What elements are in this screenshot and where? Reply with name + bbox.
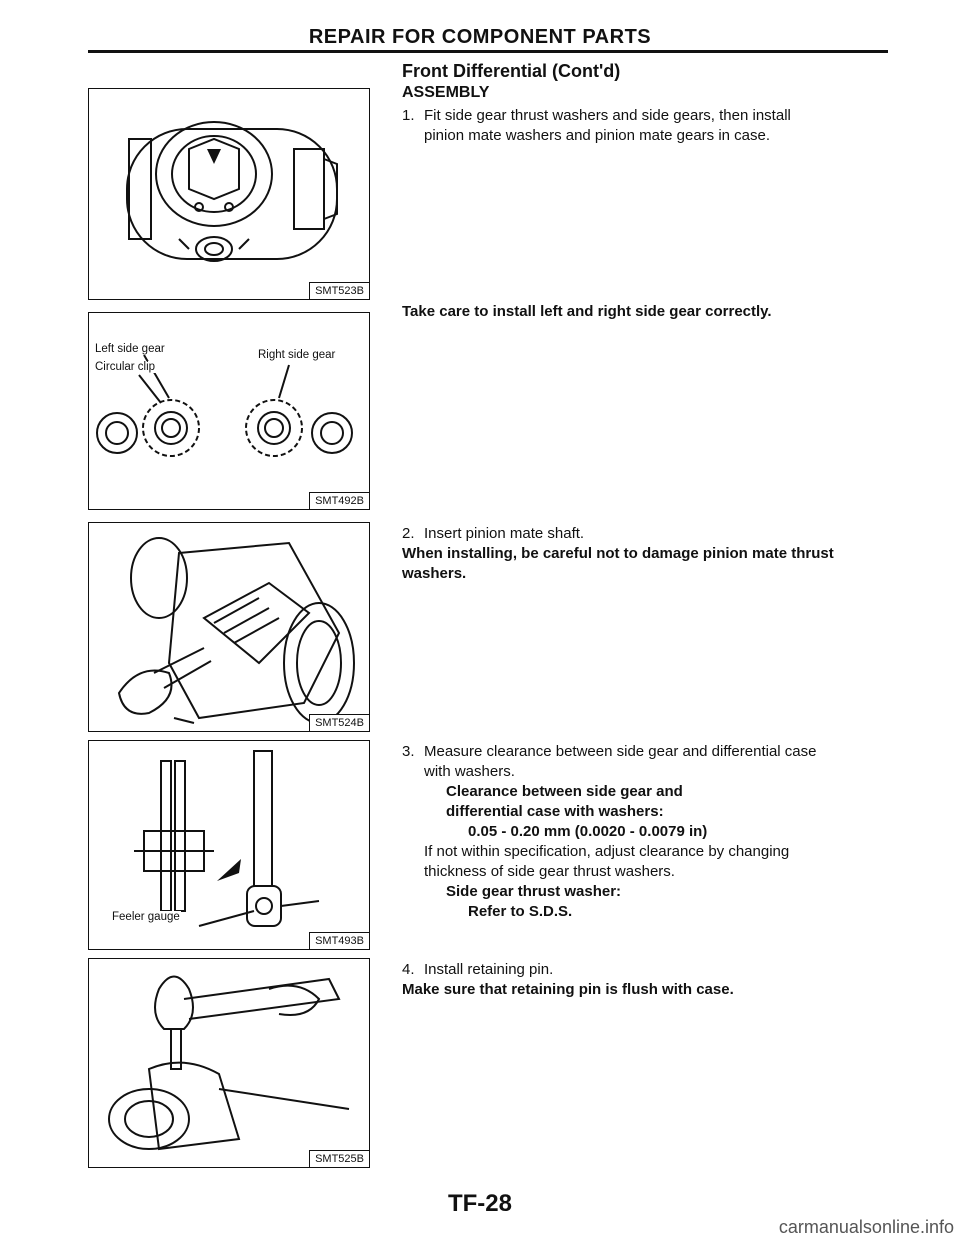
label-feeler-gauge: Feeler gauge xyxy=(112,911,180,923)
header-rule xyxy=(88,50,888,53)
differential-case-illustration xyxy=(89,89,370,300)
section-heading-block xyxy=(402,60,892,104)
figure-differential-case xyxy=(88,88,370,300)
figure-code: SMT525B xyxy=(309,1150,369,1167)
figure-feeler-gauge xyxy=(88,740,370,950)
step-2-note: washers. xyxy=(402,565,467,582)
figure-code: SMT493B xyxy=(309,932,369,949)
spec-label: differential case with washers: xyxy=(446,803,664,820)
figure-code: SMT492B xyxy=(309,492,369,509)
label-right-side-gear: Right side gear xyxy=(258,349,336,361)
figure-pinion-shaft xyxy=(88,522,370,732)
step-text: Fit side gear thrust washers and side gears, then install xyxy=(424,107,791,124)
step-text: thickness of side gear thrust washers. xyxy=(424,863,675,880)
label-left-side-gear: Left side gear xyxy=(95,343,165,355)
step-1-note: Take care to install left and right side gear correctly. xyxy=(402,303,772,320)
step-4-note: Make sure that retaining pin is flush with case. xyxy=(402,981,734,998)
step-number: 3. xyxy=(402,743,415,760)
spec-value: Refer to S.D.S. xyxy=(468,903,573,920)
step-text: If not within specification, adjust clearance by changing xyxy=(424,843,790,860)
spec-value: 0.05 - 0.20 mm (0.0020 - 0.0079 in) xyxy=(468,823,708,840)
figure-code: SMT523B xyxy=(309,282,369,299)
section-subtitle: ASSEMBLY xyxy=(402,84,490,101)
step-number: 2. xyxy=(402,525,415,542)
page-number: TF-28 xyxy=(447,1190,512,1217)
pinion-shaft-illustration xyxy=(89,523,370,732)
step-2-note: When installing, be careful not to damage pinion mate thrust xyxy=(402,545,834,562)
step-4 xyxy=(402,960,892,1000)
figure-code: SMT524B xyxy=(309,714,369,731)
retaining-pin-illustration xyxy=(89,959,370,1168)
step-number: 1. xyxy=(402,107,415,124)
label-circular-clip: Circular clip xyxy=(95,361,156,373)
step-2 xyxy=(402,524,892,584)
spec-label: Side gear thrust washer: xyxy=(446,883,622,900)
step-text: Measure clearance between side gear and differential case xyxy=(424,743,817,760)
step-1 xyxy=(402,106,892,146)
figure-retaining-pin xyxy=(88,958,370,1168)
step-3 xyxy=(402,742,892,922)
step-text: pinion mate washers and pinion mate gears in case. xyxy=(424,127,771,144)
step-text: Install retaining pin. xyxy=(424,961,554,978)
page-header-title: REPAIR FOR COMPONENT PARTS xyxy=(308,26,652,48)
step-number: 4. xyxy=(402,961,415,978)
step-text: Insert pinion mate shaft. xyxy=(424,525,585,542)
spec-label: Clearance between side gear and xyxy=(446,783,683,800)
section-title: Front Differential (Cont'd) xyxy=(402,61,621,81)
watermark: carmanualsonline.info xyxy=(778,1217,954,1237)
step-text: with washers. xyxy=(424,763,515,780)
figure-side-gears xyxy=(88,312,370,510)
